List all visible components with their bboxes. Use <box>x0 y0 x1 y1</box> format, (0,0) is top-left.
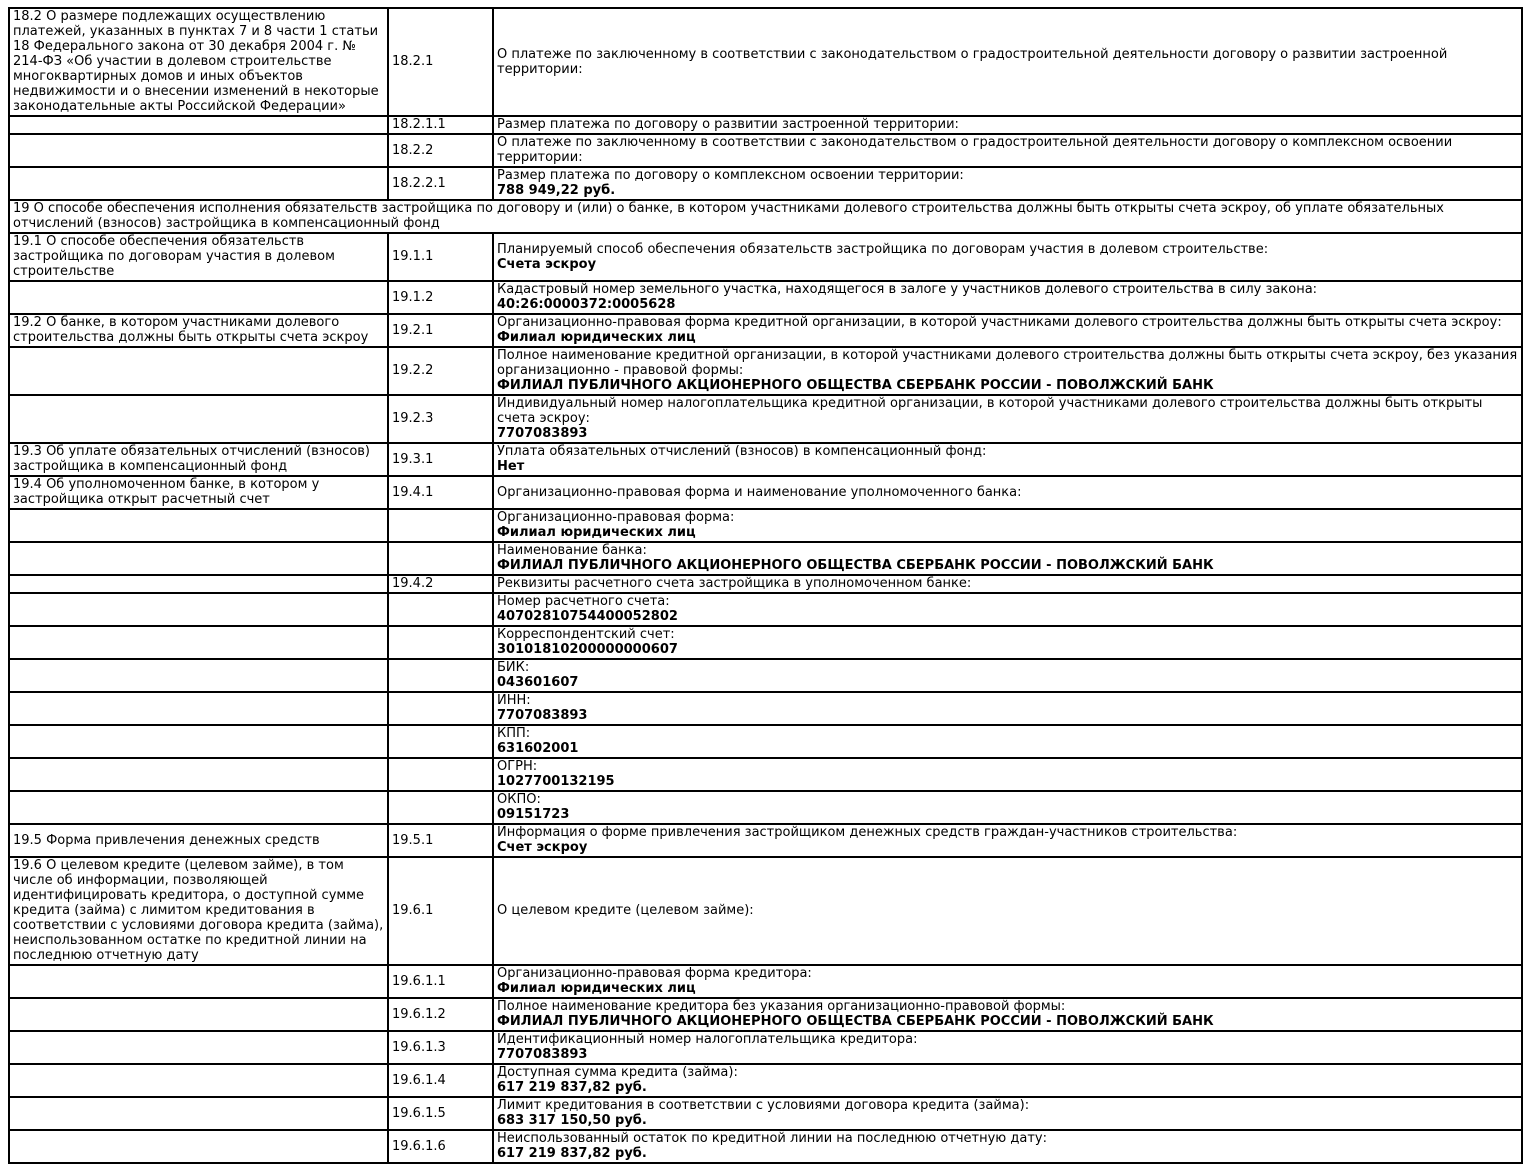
field-value: Филиал юридических лиц <box>497 330 696 345</box>
field-value: Филиал юридических лиц <box>497 525 696 540</box>
content-cell <box>493 758 1522 791</box>
item-number-cell <box>388 791 493 824</box>
table-row <box>9 116 1522 134</box>
field-value: 1027700132195 <box>497 774 615 789</box>
field-value: Нет <box>497 459 525 474</box>
item-number-cell: 19.6.1.5 <box>388 1097 493 1130</box>
item-number-cell: 18.2.2 <box>388 134 493 167</box>
topic-description-cell <box>9 692 388 725</box>
table-row <box>9 542 1522 575</box>
table-row <box>9 347 1522 395</box>
content-cell <box>493 233 1522 281</box>
declaration-table-body <box>9 8 1522 1163</box>
item-number-cell: 19.4.2 <box>388 575 493 593</box>
field-value: 30101810200000000607 <box>497 642 678 657</box>
topic-description-cell <box>9 1097 388 1130</box>
field-label: Индивидуальный номер налогоплательщика кредитной организации, в которой участниками долевого строительства должны быть открыты счета эскроу: <box>497 396 1483 426</box>
topic-description-cell: 18.2 О размере подлежащих осуществлению платежей, указанных в пунктах 7 и 8 части 1 статьи 18 Федерального закона от 30 декабря 2004 г. № 214-ФЗ «Об участии в долевом строительстве многоквартирных домов и иных объектов недвижимости и о внесении изменений в некоторые законодательные акты Российской Федерации» <box>9 8 388 116</box>
content-cell <box>493 1097 1522 1130</box>
content-cell <box>493 167 1522 200</box>
content-cell <box>493 116 1522 134</box>
table-row <box>9 725 1522 758</box>
field-label: Лимит кредитования в соответствии с условиями договора кредита (займа): <box>497 1098 1030 1113</box>
table-row <box>9 476 1522 509</box>
table-row <box>9 167 1522 200</box>
field-label: Наименование банка: <box>497 543 647 558</box>
table-row <box>9 443 1522 476</box>
topic-description-cell <box>9 1064 388 1097</box>
topic-description-cell <box>9 575 388 593</box>
table-row <box>9 200 1522 233</box>
field-value: 09151723 <box>497 807 570 822</box>
content-cell <box>493 725 1522 758</box>
field-label: Кадастровый номер земельного участка, находящегося в залоге у участников долевого строительства в силу закона: <box>497 282 1318 297</box>
field-label: Уплата обязательных отчислений (взносов) в компенсационный фонд: <box>497 444 987 459</box>
table-row <box>9 395 1522 443</box>
item-number-cell: 19.2.2 <box>388 347 493 395</box>
field-label: Организационно-правовая форма кредитной организации, в которой участниками долевого строительства должны быть открыты счета эскроу: <box>497 315 1502 330</box>
field-label: Планируемый способ обеспечения обязательств застройщика по договорам участия в долевом строительстве: <box>497 241 1269 257</box>
table-row <box>9 626 1522 659</box>
item-number-cell: 19.1.1 <box>388 233 493 281</box>
content-cell <box>493 134 1522 167</box>
item-number-cell: 18.2.2.1 <box>388 167 493 200</box>
field-label: Неиспользованный остаток по кредитной линии на последнюю отчетную дату: <box>497 1131 1047 1146</box>
table-row <box>9 824 1522 857</box>
content-cell <box>493 476 1522 509</box>
field-label: КПП: <box>497 726 531 741</box>
field-value: 617 219 837,82 руб. <box>497 1146 647 1161</box>
item-number-cell: 19.3.1 <box>388 443 493 476</box>
topic-description-cell <box>9 509 388 542</box>
field-label: Информация о форме привлечения застройщиком денежных средств граждан-участников строительства: <box>497 825 1238 840</box>
field-value: 683 317 150,50 руб. <box>497 1113 647 1128</box>
item-number-cell <box>388 659 493 692</box>
topic-description-cell <box>9 659 388 692</box>
item-number-cell: 19.6.1.4 <box>388 1064 493 1097</box>
table-row <box>9 857 1522 965</box>
item-number-cell: 19.6.1.2 <box>388 998 493 1031</box>
field-label: Реквизиты расчетного счета застройщика в уполномоченном банке: <box>497 576 972 591</box>
table-row <box>9 692 1522 725</box>
item-number-cell: 19.6.1 <box>388 857 493 965</box>
section-header-cell: 19 О способе обеспечения исполнения обязательств застройщика по договору и (или) о банке, в котором участниками долевого строительства должны быть открыты счета эскроу, об уплате обязательных отчислений (взносов) застройщика в компенсационный фонд <box>9 200 1522 233</box>
content-cell <box>493 965 1522 998</box>
field-value: 7707083893 <box>497 1047 588 1062</box>
field-value: Счета эскроу <box>497 256 597 272</box>
topic-description-cell <box>9 725 388 758</box>
item-number-cell: 19.6.1.1 <box>388 965 493 998</box>
content-cell <box>493 395 1522 443</box>
item-number-cell <box>388 542 493 575</box>
field-label: Размер платежа по договору о развитии застроенной территории: <box>497 117 959 132</box>
field-label: Номер расчетного счета: <box>497 594 670 609</box>
field-value: 7707083893 <box>497 426 588 441</box>
field-value: 788 949,22 руб. <box>497 183 616 198</box>
content-cell <box>493 443 1522 476</box>
content-cell <box>493 575 1522 593</box>
topic-description-cell <box>9 758 388 791</box>
content-cell <box>493 347 1522 395</box>
topic-description-cell <box>9 593 388 626</box>
topic-description-cell: 19.3 Об уплате обязательных отчислений (взносов) застройщика в компенсационный фонд <box>9 443 388 476</box>
topic-description-cell <box>9 167 388 200</box>
field-value: ФИЛИАЛ ПУБЛИЧНОГО АКЦИОНЕРНОГО ОБЩЕСТВА СБЕРБАНК РОССИИ - ПОВОЛЖСКИЙ БАНК <box>497 558 1214 573</box>
table-row <box>9 1064 1522 1097</box>
field-label: Идентификационный номер налогоплательщика кредитора: <box>497 1032 918 1047</box>
field-value: Счет эскроу <box>497 840 588 855</box>
content-cell <box>493 998 1522 1031</box>
content-cell <box>493 791 1522 824</box>
content-cell <box>493 593 1522 626</box>
table-row <box>9 8 1522 116</box>
item-number-cell <box>388 593 493 626</box>
field-value: 617 219 837,82 руб. <box>497 1080 647 1095</box>
topic-description-cell <box>9 998 388 1031</box>
content-cell <box>493 509 1522 542</box>
table-row <box>9 281 1522 314</box>
field-label: Размер платежа по договору о комплексном освоении территории: <box>497 168 964 183</box>
content-cell <box>493 314 1522 347</box>
item-number-cell: 19.1.2 <box>388 281 493 314</box>
field-label: Корреспондентский счет: <box>497 627 675 642</box>
item-number-cell <box>388 626 493 659</box>
field-label: Доступная сумма кредита (займа): <box>497 1065 738 1080</box>
field-label: Организационно-правовая форма и наименование уполномоченного банка: <box>497 484 1022 500</box>
field-label: Организационно-правовая форма: <box>497 510 735 525</box>
table-row <box>9 575 1522 593</box>
field-label: О целевом кредите (целевом займе): <box>497 903 754 918</box>
topic-description-cell <box>9 965 388 998</box>
item-number-cell <box>388 692 493 725</box>
item-number-cell <box>388 509 493 542</box>
topic-description-cell <box>9 395 388 443</box>
field-label: О платеже по заключенному в соответствии с законодательством о градостроительной деятельности договору о развитии застроенной территории: <box>497 46 1448 77</box>
item-number-cell: 19.6.1.3 <box>388 1031 493 1064</box>
field-label: ИНН: <box>497 693 531 708</box>
content-cell <box>493 692 1522 725</box>
field-label: Полное наименование кредитной организации, в которой участниками долевого строительства должны быть открыты счета эскроу, без указания организационно - правовой формы: <box>497 348 1518 378</box>
topic-description-cell <box>9 791 388 824</box>
topic-description-cell <box>9 1031 388 1064</box>
table-row <box>9 233 1522 281</box>
item-number-cell: 19.2.3 <box>388 395 493 443</box>
field-value: ФИЛИАЛ ПУБЛИЧНОГО АКЦИОНЕРНОГО ОБЩЕСТВА СБЕРБАНК РОССИИ - ПОВОЛЖСКИЙ БАНК <box>497 378 1214 393</box>
topic-description-cell <box>9 1130 388 1163</box>
field-label: Полное наименование кредитора без указания организационно-правовой формы: <box>497 999 1066 1014</box>
field-value: 631602001 <box>497 741 579 756</box>
table-row <box>9 998 1522 1031</box>
topic-description-cell: 19.4 Об уполномоченном банке, в котором у застройщика открыт расчетный счет <box>9 476 388 509</box>
table-row <box>9 314 1522 347</box>
field-value: 043601607 <box>497 675 579 690</box>
table-row <box>9 758 1522 791</box>
content-cell <box>493 824 1522 857</box>
content-cell <box>493 1031 1522 1064</box>
content-cell <box>493 1130 1522 1163</box>
table-row <box>9 593 1522 626</box>
field-label: ОГРН: <box>497 759 538 774</box>
topic-description-cell: 19.5 Форма привлечения денежных средств <box>9 824 388 857</box>
field-label: БИК: <box>497 660 530 675</box>
content-cell <box>493 1064 1522 1097</box>
table-row <box>9 791 1522 824</box>
topic-description-cell <box>9 281 388 314</box>
table-row <box>9 1031 1522 1064</box>
item-number-cell: 19.4.1 <box>388 476 493 509</box>
field-label: ОКПО: <box>497 792 541 807</box>
field-value: 40:26:0000372:0005628 <box>497 297 676 312</box>
item-number-cell: 19.6.1.6 <box>388 1130 493 1163</box>
topic-description-cell: 19.2 О банке, в котором участниками долевого строительства должны быть открыты счета эскроу <box>9 314 388 347</box>
content-cell <box>493 659 1522 692</box>
content-cell <box>493 281 1522 314</box>
document-page <box>0 7 1529 1161</box>
field-value: 40702810754400052802 <box>497 609 678 624</box>
content-cell <box>493 857 1522 965</box>
item-number-cell <box>388 725 493 758</box>
field-value: ФИЛИАЛ ПУБЛИЧНОГО АКЦИОНЕРНОГО ОБЩЕСТВА СБЕРБАНК РОССИИ - ПОВОЛЖСКИЙ БАНК <box>497 1014 1214 1029</box>
table-row <box>9 134 1522 167</box>
field-label: О платеже по заключенному в соответствии с законодательством о градостроительной деятельности договору о комплексном освоении территории: <box>497 135 1453 165</box>
table-row <box>9 1130 1522 1163</box>
topic-description-cell <box>9 542 388 575</box>
content-cell <box>493 8 1522 116</box>
item-number-cell: 19.5.1 <box>388 824 493 857</box>
content-cell <box>493 542 1522 575</box>
table-row <box>9 659 1522 692</box>
topic-description-cell: 19.6 О целевом кредите (целевом займе), в том числе об информации, позволяющей идентифицировать кредитора, о доступной сумме кредита (займа) с лимитом кредитования в соответствии с условиями договора кредита (займа), неиспользованном остатке по кредитной линии на последнюю отчетную дату <box>9 857 388 965</box>
declaration-table <box>8 7 1523 1164</box>
content-cell <box>493 626 1522 659</box>
table-row <box>9 509 1522 542</box>
topic-description-cell <box>9 347 388 395</box>
item-number-cell: 18.2.1 <box>388 8 493 116</box>
field-value: 7707083893 <box>497 708 588 723</box>
topic-description-cell <box>9 134 388 167</box>
table-row <box>9 965 1522 998</box>
topic-description-cell: 19.1 О способе обеспечения обязательств застройщика по договорам участия в долевом строительстве <box>9 233 388 281</box>
field-value: Филиал юридических лиц <box>497 981 696 996</box>
topic-description-cell <box>9 626 388 659</box>
field-label: Организационно-правовая форма кредитора: <box>497 966 812 981</box>
item-number-cell: 19.2.1 <box>388 314 493 347</box>
item-number-cell: 18.2.1.1 <box>388 116 493 134</box>
item-number-cell <box>388 758 493 791</box>
topic-description-cell <box>9 116 388 134</box>
table-row <box>9 1097 1522 1130</box>
